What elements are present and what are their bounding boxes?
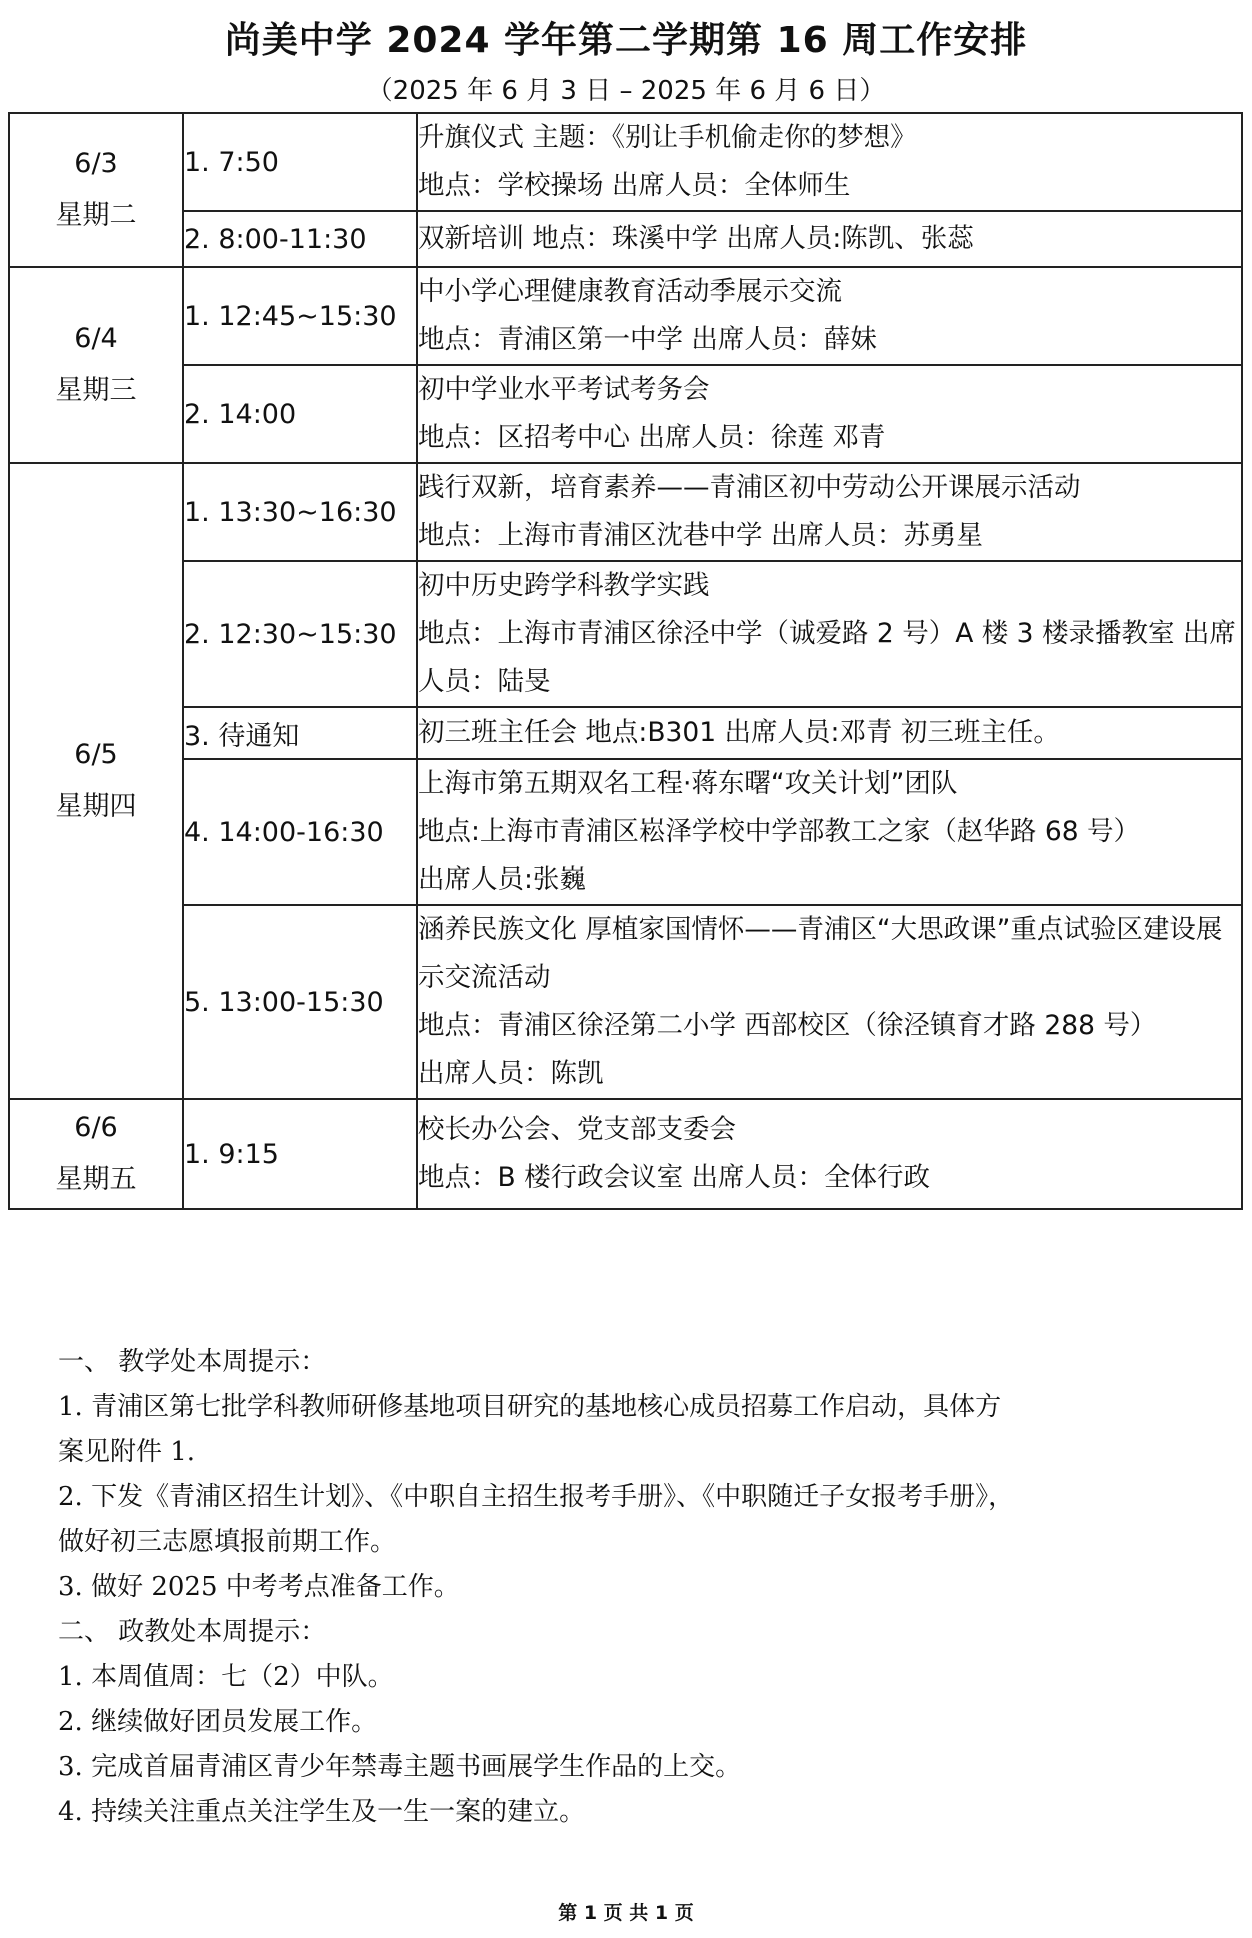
date-label: 6/5: [74, 739, 118, 770]
note-line: 做好初三志愿填报前期工作。: [58, 1527, 397, 1557]
description-line: 上海市第五期双名工程·蒋东曙“攻关计划”团队: [418, 768, 958, 799]
description-cell: [417, 365, 1242, 463]
description-line: 校长办公会、党支部支委会: [418, 1114, 736, 1145]
schedule-body: [9, 113, 1242, 1209]
note-line: 1. 青浦区第七批学科教师研修基地项目研究的基地核心成员招募工作启动，具体方: [58, 1392, 1002, 1422]
description-line: 地点：B 楼行政会议室 出席人员：全体行政: [418, 1162, 931, 1193]
description-line: 地点：青浦区徐泾第二小学 西部校区（徐泾镇育才路 288 号）: [418, 1010, 1157, 1041]
schedule-row: [9, 463, 1242, 561]
description-line: 地点：学校操场 出席人员：全体师生: [418, 170, 851, 201]
note-line: 一、 教学处本周提示：: [58, 1347, 327, 1377]
schedule-row: [9, 707, 1242, 759]
description-cell: [417, 561, 1242, 707]
note-line: 3. 完成首届青浦区青少年禁毒主题书画展学生作品的上交。: [58, 1752, 742, 1782]
description-line: 地点：上海市青浦区沈巷中学 出席人员：苏勇星: [418, 520, 983, 551]
note-line: 2. 继续做好团员发展工作。: [58, 1707, 378, 1737]
schedule-row: [9, 561, 1242, 707]
weekday-label: 星期二: [55, 200, 137, 231]
description-line: 践行双新，培育素养——青浦区初中劳动公开课展示活动: [418, 472, 1081, 503]
description-line: 初中历史跨学科教学实践: [418, 570, 710, 601]
time-cell: 3. 待通知: [183, 707, 417, 759]
description-line: 涵养民族文化 厚植家国情怀——青浦区“大思政课”重点试验区建设展示交流活动: [418, 914, 1223, 993]
weekday-label: 星期三: [55, 375, 137, 406]
description-line: 出席人员：陈凯: [418, 1058, 604, 1089]
page-title: 尚美中学 2024 学年第二学期第 16 周工作安排: [224, 20, 1028, 61]
description-line: 出席人员:张巍: [418, 864, 586, 895]
description-cell: [417, 1099, 1242, 1209]
description-cell: [417, 707, 1242, 759]
schedule-row: [9, 759, 1242, 905]
description-cell: [417, 463, 1242, 561]
notes-section: [58, 1340, 1188, 1835]
schedule-row: [9, 365, 1242, 463]
schedule-row: [9, 1099, 1242, 1209]
description-cell: [417, 211, 1242, 267]
date-cell: [9, 113, 183, 267]
date-label: 6/3: [74, 148, 118, 179]
note-line: 2. 下发《青浦区招生计划》、《中职自主招生报考手册》、《中职随迁子女报考手册》，: [58, 1482, 1015, 1512]
note-line: 4. 持续关注重点关注学生及一生一案的建立。: [58, 1797, 586, 1827]
note-line: 3. 做好 2025 中考考点准备工作。: [58, 1572, 460, 1602]
time-cell: 4. 14:00-16:30: [183, 759, 417, 905]
date-cell: [9, 267, 183, 463]
schedule-row: [9, 211, 1242, 267]
time-cell: 1. 7:50: [183, 113, 417, 211]
page-footer: 第 1 页 共 1 页: [558, 1902, 694, 1924]
description-line: 升旗仪式 主题：《别让手机偷走你的梦想》: [418, 122, 917, 153]
schedule-row: [9, 113, 1242, 211]
description-line: 地点：区招考中心 出席人员：徐莲 邓青: [418, 422, 886, 453]
schedule-table: [8, 112, 1243, 1210]
date-cell: [9, 463, 183, 1099]
description-line: 地点：青浦区第一中学 出席人员：薛妹: [418, 324, 877, 355]
time-cell: 2. 12:30~15:30: [183, 561, 417, 707]
weekday-label: 星期四: [55, 791, 137, 822]
date-label: 6/4: [74, 323, 118, 354]
time-cell: 1. 12:45~15:30: [183, 267, 417, 365]
time-cell: 1. 9:15: [183, 1099, 417, 1209]
schedule-row: [9, 905, 1242, 1099]
description-cell: [417, 113, 1242, 211]
note-line: 1. 本周值周：七（2）中队。: [58, 1662, 394, 1692]
time-cell: 5. 13:00-15:30: [183, 905, 417, 1099]
weekday-label: 星期五: [55, 1164, 137, 1195]
description-line: 地点:上海市青浦区崧泽学校中学部教工之家（赵华路 68 号）: [418, 816, 1140, 847]
note-line: 案见附件 1.: [58, 1437, 196, 1467]
time-cell: 2. 14:00: [183, 365, 417, 463]
description-line: 地点：上海市青浦区徐泾中学（诚爱路 2 号）A 楼 3 楼录播教室 出席人员：陆旻: [418, 618, 1236, 697]
description-line: 初三班主任会 地点:B301 出席人员:邓青 初三班主任。: [418, 717, 1060, 748]
description-line: 双新培训 地点：珠溪中学 出席人员:陈凯、张蕊: [418, 223, 974, 254]
description-cell: [417, 267, 1242, 365]
date-range: （2025 年 6 月 3 日 – 2025 年 6 月 6 日）: [366, 76, 886, 106]
time-cell: 2. 8:00-11:30: [183, 211, 417, 267]
description-cell: [417, 905, 1242, 1099]
time-cell: 1. 13:30~16:30: [183, 463, 417, 561]
description-line: 中小学心理健康教育活动季展示交流: [418, 276, 842, 307]
description-line: 初中学业水平考试考务会: [418, 374, 710, 405]
date-label: 6/6: [74, 1112, 118, 1143]
schedule-row: [9, 267, 1242, 365]
date-cell: [9, 1099, 183, 1209]
note-line: 二、 政教处本周提示：: [58, 1617, 327, 1647]
description-cell: [417, 759, 1242, 905]
